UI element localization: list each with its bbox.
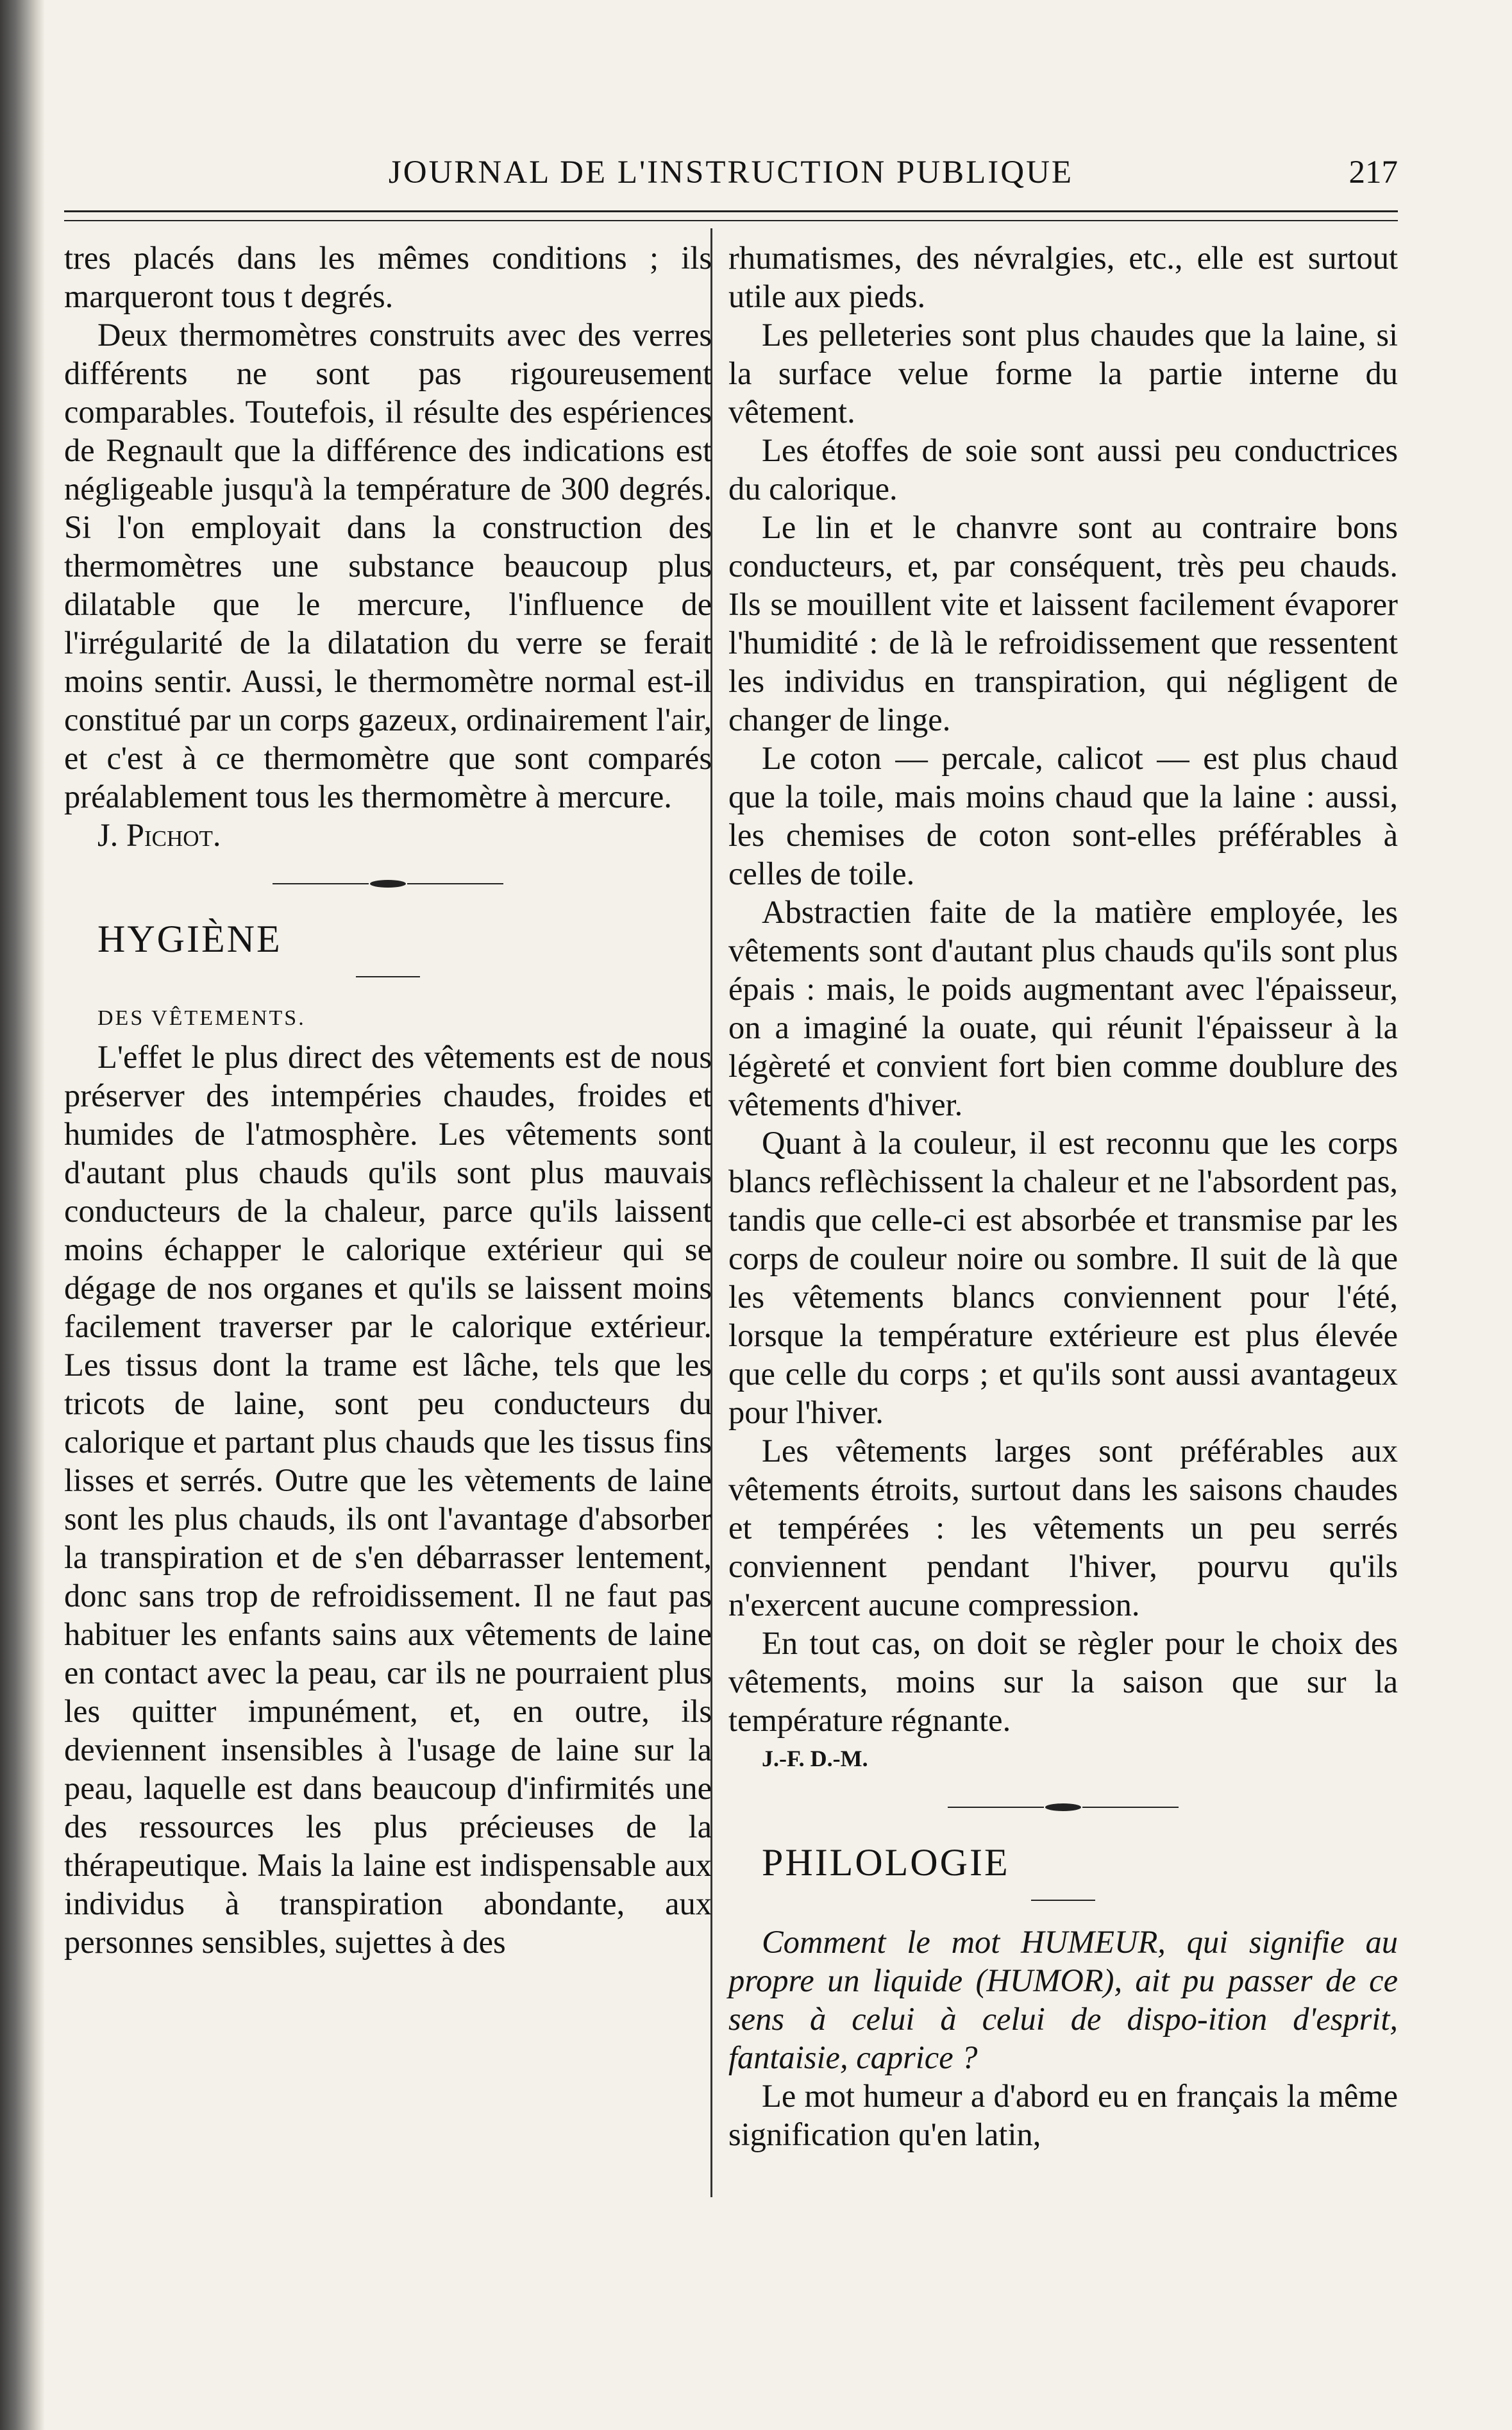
page-number: 217 [1348, 155, 1398, 190]
ornament-divider [273, 880, 503, 888]
section-title-hygiene: HYGIÈNE [97, 918, 282, 960]
paragraph: L'effet le plus direct des vêtements est de nous préserver des intempéries chaudes, froides et humides de l'atmosphère. Les vêtements sont d'autant plus chauds qu'ils sont plus mauvais conducteurs de la chaleur, parce qu'ils laissent moins échapper le calorique extérieur qui se dégage de nos organes et qu'ils se laissent moins facilement traverser par le calorique extérieur. Les tissus dont la trame est lâche, tels que les tricots de laine, sont peu conducteurs du calorique et partant plus chauds que les tissus fins lisses et serrés. Outre que les vètements de laine sont les plus chauds, ils ont l'avantage d'absorber la transpiration et de s'en débarrasser lentement, donc sans trop de refroidissement. Il ne faut pas habituer les enfants sains aux vêtements de laine en contact avec la peau, car ils ne pourraient plus les quitter impunément, et, en outre, ils deviennent insensibles à l'usage de laine sur la peau, laquelle est dans beaucoup d'infirmités une des ressources les plus précieuses de la thérapeutique. Mais la laine est indispensable aux individus à transpiration abondante, aux personnes sensibles, sujettes à des [64, 1039, 712, 1960]
paragraph: Le lin et le chanvre sont au contraire bons conducteurs, et, par conséquent, très peu chauds. Ils se mouillent vite et laissent facilement évaporer l'humidité : de là le refroidissement que ressentent les individus en transpiration, qui négligent de changer de linge. [728, 509, 1398, 738]
short-rule [1031, 1900, 1095, 1901]
paragraph: En tout cas, on doit se règler pour le choix des vêtements, moins sur la saison que sur la température régnante. [728, 1625, 1398, 1738]
paragraph: Abstractien faite de la matière employée, les vêtements sont d'autant plus chauds qu'ils sont plus épais : mais, le poids augmentant avec l'épaisseur, on a imaginé la ouate, qui réunit l'épaisseur à la légèreté et convient fort bien comme doublure des vêtements d'hiver. [728, 894, 1398, 1122]
paragraph: Le mot humeur a d'abord eu en français la même signification qu'en latin, [728, 2078, 1398, 2152]
right-column [728, 239, 1398, 2154]
header-double-rule [64, 210, 1398, 221]
short-rule [356, 976, 420, 977]
left-column [64, 239, 712, 1961]
author-signature: J. Pichot. [97, 817, 221, 853]
question-block [728, 1923, 1398, 2077]
paragraph: rhumatismes, des névralgies, etc., elle est surtout utile aux pieds. [728, 240, 1398, 314]
paragraph: Quant à la couleur, il est reconnu que les corps blancs reflèchissent la chaleur et ne l'absordent pas, tandis que celle-ci est absorbée et transmise par les corps de couleur noire ou sombre. Il suit de là que les vêtements blancs conviennent pour l'été, lorsque la température extérieure est plus élevée que celle du corps ; et qu'ils sont aussi avantageux pour l'hiver. [728, 1125, 1398, 1430]
question-text: Comment le mot HUMEUR, qui signifie au propre un liquide (HUMOR), ait pu passer de ce sens à celui à celui de dispo-ition d'esprit, fantaisie, caprice ? [728, 1924, 1398, 2075]
running-title: JOURNAL DE L'INSTRUCTION PUBLIQUE [388, 155, 1074, 190]
paragraph: tres placés dans les mêmes conditions ; ils marqueront tous t degrés. [64, 240, 712, 314]
author-signature: J.-F. D.-M. [762, 1746, 868, 1771]
paragraph: Les vêtements larges sont préférables aux vêtements étroits, surtout dans les saisons chaudes et tempérées : les vêtements un peu serrés conviennent pendant l'hiver, pourvu qu'ils n'exercent aucune compression. [728, 1433, 1398, 1623]
paragraph: Deux thermomètres construits avec des verres différents ne sont pas rigoureusement comparables. Toutefois, il résulte des espériences de Regnault que la différence des indications est négligeable jusqu'à la température de 300 degrés. Si l'on employait dans la construction des thermomètres une substance beaucoup plus dilatable que le mercure, l'influence de l'irrégularité de la dilatation du verre se ferait moins sentir. Aussi, le thermomètre normal est-il constitué par un corps gazeux, ordinairement l'air, et c'est à ce thermomètre que sont comparés préalablement tous les thermomètre à mercure. [64, 317, 712, 814]
page-header [64, 154, 1398, 199]
ornament-divider [948, 1803, 1179, 1811]
section-subtitle: DES VÊTEMENTS. [97, 1006, 306, 1030]
paragraph: Les étoffes de soie sont aussi peu conductrices du calorique. [728, 432, 1398, 507]
binding-shadow [0, 0, 45, 2430]
section-title-philologie: PHILOLOGIE [762, 1841, 1010, 1884]
paragraph: Le coton — percale, calicot — est plus chaud que la toile, mais moins chaud que la laine : aussi, les chemises de coton sont-elles préférables à celles de toile. [728, 740, 1398, 891]
paragraph: Les pelleteries sont plus chaudes que la laine, si la surface velue forme la partie interne du vêtement. [728, 317, 1398, 430]
